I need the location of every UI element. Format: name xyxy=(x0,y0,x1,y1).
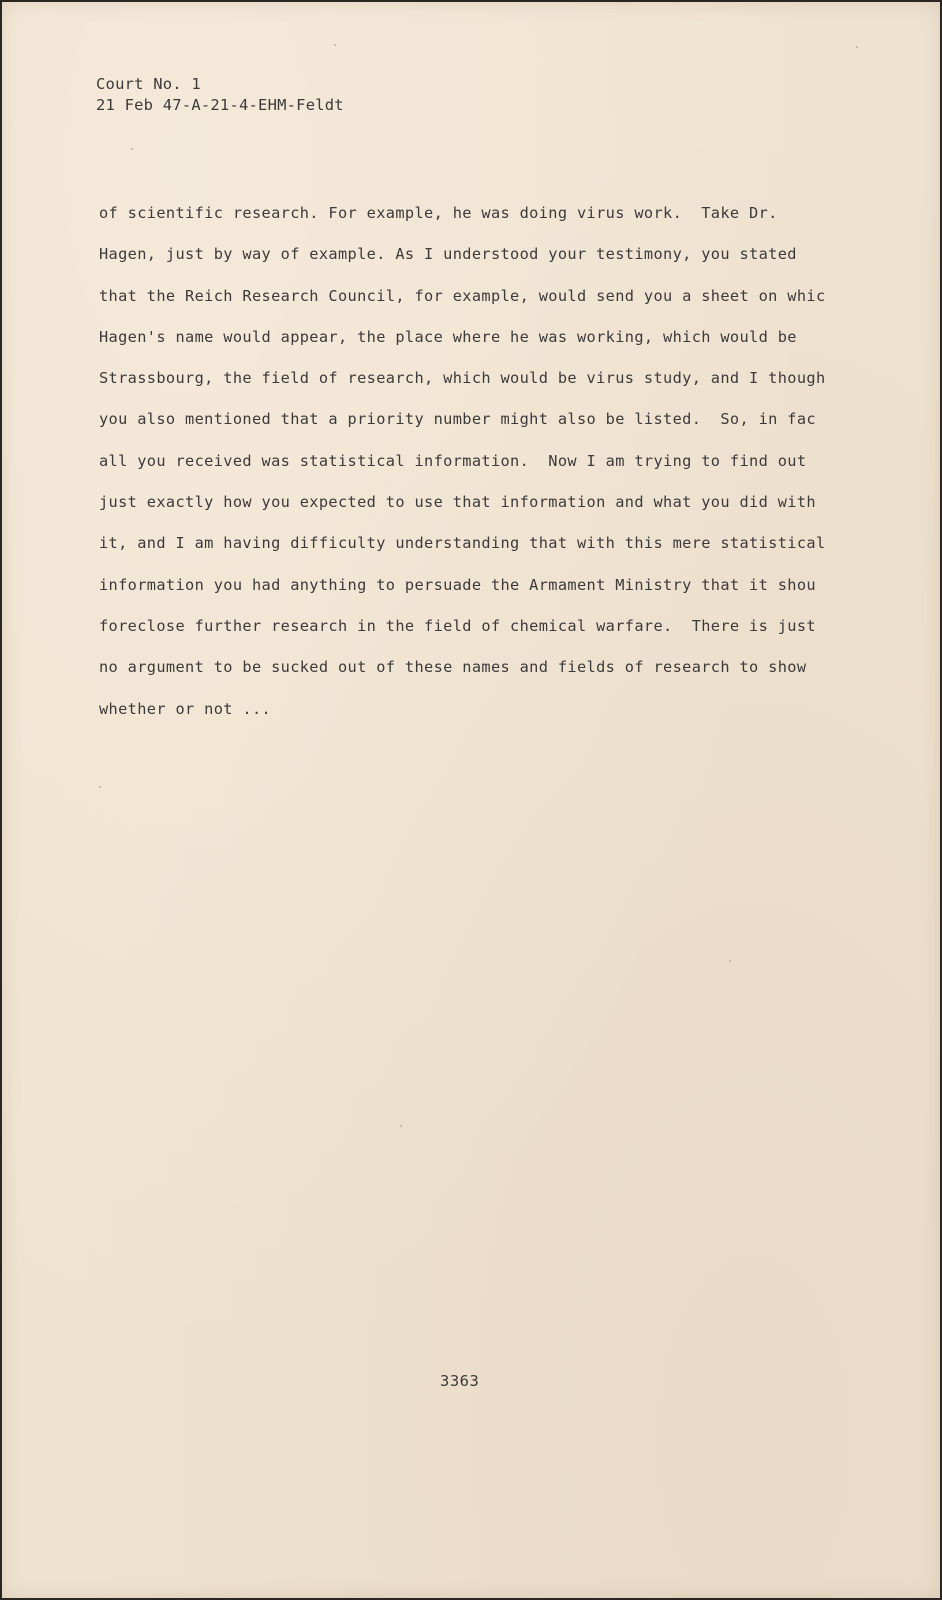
session-reference: 21 Feb 47-A-21-4-EHM-Feldt xyxy=(96,96,344,114)
transcript-line: it, and I am having difficulty understanding that with this mere statistical xyxy=(99,534,826,553)
transcript-line: Hagen, just by way of example. As I understood your testimony, you stated xyxy=(99,245,797,264)
transcript-line: just exactly how you expected to use that information and what you did with xyxy=(99,493,816,512)
transcript-line: of scientific research. For example, he was doing virus work. Take Dr. xyxy=(99,204,778,222)
transcript-line: all you received was statistical information. Now I am trying to find out xyxy=(99,451,807,470)
paper-speck xyxy=(131,148,133,150)
transcript-line: Strassbourg, the field of research, which would be virus study, and I though xyxy=(99,369,826,388)
court-number: Court No. 1 xyxy=(96,75,201,93)
transcript-line: you also mentioned that a priority number might also be listed. So, in fac xyxy=(99,410,816,429)
page-number: 3363 xyxy=(440,1372,480,1390)
transcript-line: that the Reich Research Council, for example, would send you a sheet on whic xyxy=(99,286,826,305)
transcript-line: information you had anything to persuade the Armament Ministry that it shou xyxy=(99,575,816,594)
paper-speck xyxy=(856,46,858,48)
transcript-line: Hagen's name would appear, the place where he was working, which would be xyxy=(99,327,797,346)
paper-speck xyxy=(400,1125,402,1127)
paper-speck xyxy=(99,786,101,788)
paper-speck xyxy=(334,44,336,46)
transcript-line: foreclose further research in the field of chemical warfare. There is just xyxy=(99,616,816,635)
transcript-line: whether or not ... xyxy=(99,699,272,718)
document-header xyxy=(96,74,344,116)
transcript-line: no argument to be sucked out of these names and fields of research to show xyxy=(99,658,807,677)
paper-speck xyxy=(729,960,731,962)
transcript-body xyxy=(99,193,879,730)
